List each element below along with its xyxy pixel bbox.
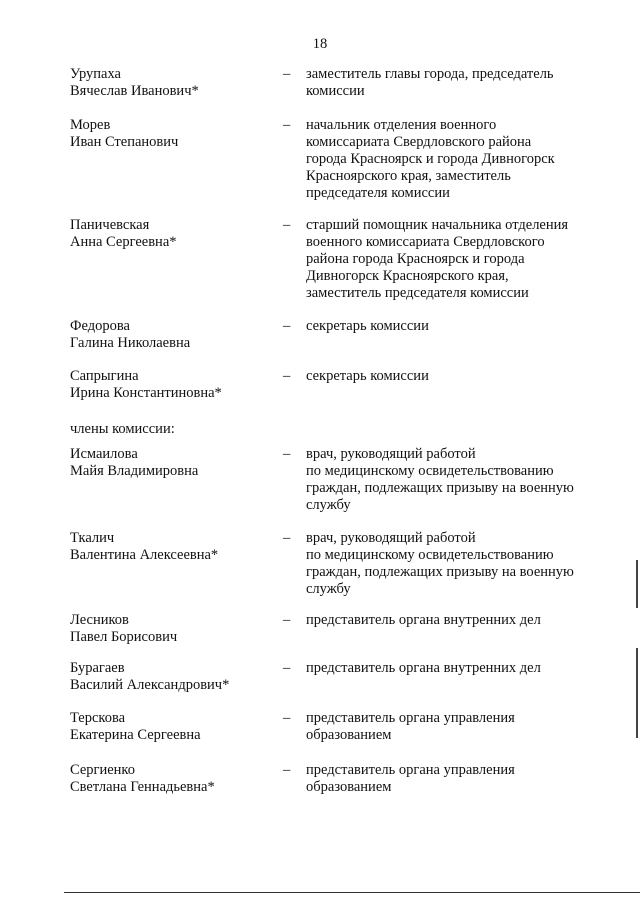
surname: Сергиенко bbox=[70, 762, 135, 778]
dash: – bbox=[283, 530, 291, 546]
role-line: комиссариата Свердловского района bbox=[306, 134, 532, 150]
surname: Паничевская bbox=[70, 217, 150, 233]
member-name bbox=[70, 446, 270, 480]
member-role bbox=[306, 446, 606, 514]
role-line: начальник отделения военного bbox=[306, 117, 497, 133]
members-heading: члены комиссии: bbox=[70, 421, 175, 437]
page-number: 18 bbox=[312, 36, 328, 52]
surname: Бурагаев bbox=[70, 660, 125, 676]
role-line: по медицинскому освидетельствованию bbox=[306, 463, 554, 479]
role-line: Красноярского края, заместитель bbox=[306, 168, 511, 184]
bottom-rule bbox=[64, 892, 640, 893]
role-line: по медицинскому освидетельствованию bbox=[306, 547, 554, 563]
dash: – bbox=[283, 368, 291, 384]
surname: Терскова bbox=[70, 710, 126, 726]
edge-mark bbox=[636, 560, 638, 608]
role-line: врач, руководящий работой bbox=[306, 530, 476, 546]
dash: – bbox=[283, 612, 291, 628]
member-name bbox=[70, 762, 270, 796]
member-name bbox=[70, 318, 270, 352]
dash: – bbox=[283, 710, 291, 726]
member-role bbox=[306, 762, 606, 796]
role-line: заместитель главы города, председатель bbox=[306, 66, 554, 82]
member-name bbox=[70, 368, 270, 402]
member-role bbox=[306, 660, 606, 677]
role-line: врач, руководящий работой bbox=[306, 446, 476, 462]
dash: – bbox=[283, 660, 291, 676]
member-name bbox=[70, 710, 270, 744]
surname: Сапрыгина bbox=[70, 368, 139, 384]
given-names: Василий Александрович* bbox=[70, 677, 230, 693]
member-name bbox=[70, 117, 270, 151]
role-line: Дивногорск Красноярского края, bbox=[306, 268, 509, 284]
role-line: секретарь комиссии bbox=[306, 368, 429, 384]
surname: Федорова bbox=[70, 318, 130, 334]
dash: – bbox=[283, 117, 291, 133]
member-role bbox=[306, 318, 606, 335]
given-names: Екатерина Сергеевна bbox=[70, 727, 201, 743]
dash: – bbox=[283, 446, 291, 462]
role-line: образованием bbox=[306, 727, 392, 743]
role-line: старший помощник начальника отделения bbox=[306, 217, 569, 233]
role-line: службу bbox=[306, 497, 351, 513]
member-role bbox=[306, 368, 606, 385]
member-name bbox=[70, 66, 270, 100]
dash: – bbox=[283, 762, 291, 778]
given-names: Иван Степанович bbox=[70, 134, 179, 150]
given-names: Ирина Константиновна* bbox=[70, 385, 222, 401]
role-line: председателя комиссии bbox=[306, 185, 450, 201]
role-line: службу bbox=[306, 581, 351, 597]
member-role bbox=[306, 612, 606, 629]
dash: – bbox=[283, 318, 291, 334]
role-line: представитель органа управления bbox=[306, 710, 515, 726]
role-line: представитель органа внутренних дел bbox=[306, 660, 541, 676]
role-line: секретарь комиссии bbox=[306, 318, 429, 334]
member-role bbox=[306, 530, 606, 598]
role-line: граждан, подлежащих призыву на военную bbox=[306, 480, 574, 496]
dash: – bbox=[283, 217, 291, 233]
member-name bbox=[70, 217, 270, 251]
role-line: представитель органа внутренних дел bbox=[306, 612, 541, 628]
given-names: Майя Владимировна bbox=[70, 463, 199, 479]
role-line: города Красноярск и города Дивногорск bbox=[306, 151, 555, 167]
role-line: образованием bbox=[306, 779, 392, 795]
member-role bbox=[306, 66, 606, 100]
member-name bbox=[70, 660, 270, 694]
role-line: комиссии bbox=[306, 83, 365, 99]
member-role bbox=[306, 117, 606, 202]
given-names: Анна Сергеевна* bbox=[70, 234, 177, 250]
dash: – bbox=[283, 66, 291, 82]
role-line: граждан, подлежащих призыву на военную bbox=[306, 564, 574, 580]
surname: Исмаилова bbox=[70, 446, 138, 462]
surname: Морев bbox=[70, 117, 111, 133]
surname: Лесников bbox=[70, 612, 129, 628]
member-role bbox=[306, 217, 606, 302]
member-name bbox=[70, 530, 270, 564]
given-names: Павел Борисович bbox=[70, 629, 178, 645]
member-role bbox=[306, 710, 606, 744]
member-name bbox=[70, 612, 270, 646]
edge-mark bbox=[636, 648, 638, 738]
given-names: Светлана Геннадьевна* bbox=[70, 779, 215, 795]
role-line: заместитель председателя комиссии bbox=[306, 285, 529, 301]
given-names: Галина Николаевна bbox=[70, 335, 191, 351]
given-names: Вячеслав Иванович* bbox=[70, 83, 199, 99]
role-line: военного комиссариата Свердловского bbox=[306, 234, 545, 250]
role-line: представитель органа управления bbox=[306, 762, 515, 778]
role-line: района города Красноярск и города bbox=[306, 251, 525, 267]
surname: Ткалич bbox=[70, 530, 115, 546]
surname: Урупаха bbox=[70, 66, 121, 82]
given-names: Валентина Алексеевна* bbox=[70, 547, 219, 563]
